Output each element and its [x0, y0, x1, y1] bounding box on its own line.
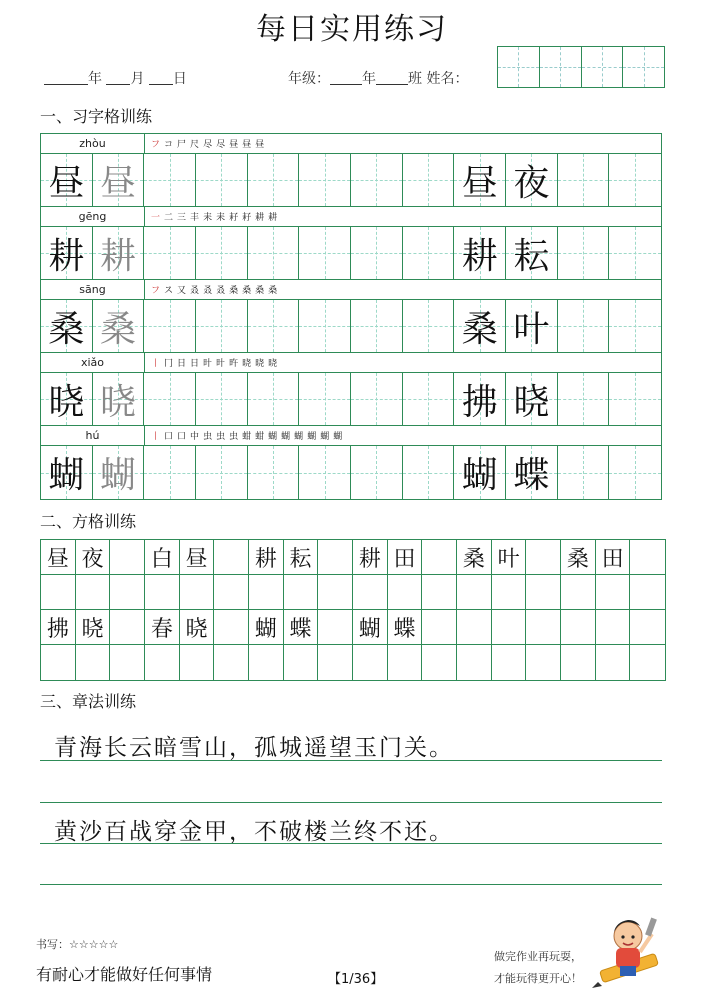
tian-cell[interactable]	[351, 227, 403, 279]
verse-line-1: 青海长云暗雪山，孤城遥望玉门关。	[54, 735, 454, 761]
tian-cell[interactable]	[299, 154, 351, 206]
grade-blank[interactable]	[330, 71, 362, 85]
square-grid	[40, 539, 666, 681]
square-cell[interactable]	[422, 610, 457, 644]
model-char: 耕	[48, 235, 85, 277]
class-line	[288, 68, 468, 88]
month-label: 月	[130, 71, 145, 87]
class-label: 班	[408, 71, 422, 87]
square-cell[interactable]	[457, 575, 492, 609]
stroke-strip	[41, 207, 661, 227]
stroke-order	[145, 134, 661, 153]
stroke-step: 蝴	[320, 432, 330, 442]
tian-cell[interactable]	[248, 154, 300, 206]
tian-cell[interactable]	[351, 446, 403, 499]
stroke-step: 尽	[203, 140, 213, 150]
square-cell[interactable]	[249, 575, 284, 609]
writing-line	[40, 884, 662, 885]
square-cell[interactable]	[422, 645, 457, 680]
model-char: 蝶	[513, 455, 550, 496]
stroke-step: 二	[164, 213, 174, 223]
square-cell[interactable]: 田	[388, 540, 423, 574]
square-cell[interactable]	[110, 645, 145, 680]
stroke-step: 桑	[255, 286, 265, 296]
stroke-step: 耔	[229, 213, 239, 223]
tian-cell[interactable]	[454, 300, 506, 352]
square-cell[interactable]	[214, 575, 249, 609]
stroke-step: 丨	[151, 432, 161, 442]
trace-char: 蝴	[100, 455, 137, 496]
square-cell[interactable]	[561, 645, 596, 680]
square-cell[interactable]	[318, 575, 353, 609]
square-cell[interactable]	[318, 645, 353, 680]
square-cell[interactable]	[180, 645, 215, 680]
tian-cell[interactable]	[93, 300, 145, 352]
tian-cell[interactable]	[403, 300, 455, 352]
stroke-step: 丰	[190, 213, 200, 223]
square-cell[interactable]: 蝴	[249, 610, 284, 644]
stroke-step: フ	[151, 140, 161, 150]
trace-char: 桑	[100, 308, 137, 350]
date-line	[44, 68, 187, 88]
model-char: 桑	[48, 308, 85, 350]
stroke-step: 丨	[151, 359, 161, 369]
square-cell[interactable]: 叶	[492, 540, 527, 574]
stroke-step: 桑	[268, 286, 278, 296]
tian-cell[interactable]	[609, 227, 661, 279]
square-cell[interactable]	[526, 610, 561, 644]
square-cell[interactable]	[145, 575, 180, 609]
tian-cell[interactable]	[609, 373, 661, 425]
section-title-3: 三、章法训练	[40, 692, 137, 711]
pinyin-label: hú	[41, 426, 145, 445]
square-cell[interactable]	[526, 540, 561, 574]
tian-cell[interactable]	[248, 446, 300, 499]
square-cell[interactable]	[561, 575, 596, 609]
stroke-step: 冂	[164, 359, 174, 369]
name-grid[interactable]	[497, 46, 665, 88]
pinyin-label: zhòu	[41, 134, 145, 153]
encouragement-line-1: 做完作业再玩耍，	[494, 950, 582, 963]
tian-cell[interactable]	[93, 154, 145, 206]
stroke-step: 耔	[242, 213, 252, 223]
square-cell[interactable]	[492, 610, 527, 644]
stroke-step: 中	[190, 432, 200, 442]
tian-cell[interactable]	[351, 300, 403, 352]
writing-line	[40, 802, 662, 803]
practice-row	[41, 446, 661, 499]
motto: 有耐心才能做好任何事情	[36, 965, 213, 984]
square-cell[interactable]	[457, 610, 492, 644]
tian-cell[interactable]	[351, 373, 403, 425]
stroke-step: 三	[177, 213, 187, 223]
stroke-order	[145, 207, 661, 226]
square-cell[interactable]	[41, 575, 76, 609]
tian-cell[interactable]	[196, 300, 248, 352]
year-blank[interactable]	[44, 71, 88, 85]
square-cell[interactable]	[422, 540, 457, 574]
square-cell[interactable]	[526, 645, 561, 680]
stroke-strip	[41, 134, 661, 154]
square-cell[interactable]: 耕	[353, 540, 388, 574]
square-cell[interactable]	[353, 645, 388, 680]
stroke-step: 旪	[216, 359, 226, 369]
tian-cell[interactable]	[454, 154, 506, 206]
stroke-step: 叒	[216, 286, 226, 296]
square-cell[interactable]	[110, 575, 145, 609]
stroke-step: ス	[164, 286, 174, 296]
square-cell[interactable]	[214, 610, 249, 644]
rating-stars: 书写：☆☆☆☆☆	[36, 938, 119, 951]
writing-line	[40, 760, 662, 761]
stroke-step: 耕	[268, 213, 278, 223]
stroke-step: 昼	[229, 140, 239, 150]
encouragement	[478, 946, 598, 990]
model-char: 蝴	[48, 455, 85, 496]
tian-cell[interactable]	[93, 227, 145, 279]
square-cell[interactable]	[388, 575, 423, 609]
tian-cell[interactable]	[403, 227, 455, 279]
model-char: 晓	[48, 381, 85, 423]
tian-cell[interactable]	[248, 373, 300, 425]
stroke-step: 蝴	[281, 432, 291, 442]
practice-row	[41, 373, 661, 426]
stroke-step: 日	[190, 359, 200, 369]
square-cell[interactable]	[596, 575, 631, 609]
tian-cell[interactable]	[558, 373, 610, 425]
tian-cell[interactable]	[248, 227, 300, 279]
stroke-step: 桑	[229, 286, 239, 296]
class-blank[interactable]	[376, 71, 408, 85]
square-cell[interactable]	[561, 610, 596, 644]
stroke-step: 叒	[203, 286, 213, 296]
tian-cell[interactable]	[299, 446, 351, 499]
stroke-strip	[41, 353, 661, 373]
grade-year-label: 年	[362, 71, 376, 87]
square-cell[interactable]: 昼	[41, 540, 76, 574]
tian-cell[interactable]	[41, 300, 93, 352]
stroke-step: コ	[164, 140, 174, 150]
tian-cell[interactable]	[144, 446, 196, 499]
pinyin-label: gēng	[41, 207, 145, 226]
square-cell[interactable]	[76, 645, 111, 680]
section-title-2: 二、方格训练	[40, 512, 137, 531]
stroke-step: 蚶	[242, 432, 252, 442]
tian-cell[interactable]	[609, 446, 661, 499]
square-cell[interactable]	[284, 645, 319, 680]
tian-cell[interactable]	[196, 373, 248, 425]
tian-cell[interactable]	[144, 154, 196, 206]
square-cell[interactable]	[318, 540, 353, 574]
square-cell[interactable]	[249, 645, 284, 680]
stroke-step: 尸	[177, 140, 187, 150]
tian-cell[interactable]	[196, 446, 248, 499]
stroke-step: 蚶	[255, 432, 265, 442]
model-char: 耕	[461, 235, 498, 277]
stroke-step: 口	[164, 432, 174, 442]
practice-grid	[40, 133, 662, 500]
tian-cell[interactable]	[506, 373, 558, 425]
boy-pencil-mascot	[592, 910, 662, 995]
square-cell[interactable]	[630, 575, 665, 609]
stroke-step: 口	[177, 432, 187, 442]
tian-cell[interactable]	[144, 300, 196, 352]
square-cell[interactable]	[41, 645, 76, 680]
stroke-step: 晓	[255, 359, 265, 369]
stroke-strip	[41, 280, 661, 300]
tian-cell[interactable]	[41, 227, 93, 279]
square-cell[interactable]: 拂	[41, 610, 76, 644]
stroke-step: 桑	[242, 286, 252, 296]
square-row	[41, 540, 665, 575]
model-char: 蝴	[461, 455, 498, 496]
stroke-order	[145, 426, 661, 445]
square-row	[41, 575, 665, 610]
tian-cell[interactable]	[558, 227, 610, 279]
square-cell[interactable]	[145, 645, 180, 680]
tian-cell[interactable]	[41, 446, 93, 499]
stroke-step: 虫	[216, 432, 226, 442]
tian-cell[interactable]	[248, 300, 300, 352]
model-char: 桑	[461, 308, 498, 350]
trace-char: 耕	[100, 235, 137, 277]
tian-cell[interactable]	[144, 373, 196, 425]
square-cell[interactable]	[596, 645, 631, 680]
tian-cell[interactable]	[609, 154, 661, 206]
tian-cell[interactable]	[144, 227, 196, 279]
square-cell[interactable]: 昼	[180, 540, 215, 574]
stroke-step: 一	[151, 213, 161, 223]
tian-cell[interactable]	[351, 154, 403, 206]
stroke-step: 尺	[190, 140, 200, 150]
stroke-step: 虫	[229, 432, 239, 442]
tian-cell[interactable]	[506, 300, 558, 352]
tian-cell[interactable]	[609, 300, 661, 352]
stroke-order	[145, 353, 661, 372]
trace-char: 昼	[100, 162, 137, 204]
stroke-step: 蝴	[294, 432, 304, 442]
square-cell[interactable]	[630, 610, 665, 644]
tian-cell[interactable]	[403, 446, 455, 499]
trace-char: 晓	[100, 381, 137, 423]
square-cell[interactable]	[214, 645, 249, 680]
tian-cell[interactable]	[558, 446, 610, 499]
square-cell[interactable]	[76, 575, 111, 609]
square-cell[interactable]: 白	[145, 540, 180, 574]
square-cell[interactable]: 蝴	[353, 610, 388, 644]
tian-cell[interactable]	[93, 446, 145, 499]
stroke-step: 旿	[229, 359, 239, 369]
square-cell[interactable]	[110, 540, 145, 574]
practice-row	[41, 227, 661, 280]
tian-cell[interactable]	[454, 227, 506, 279]
stroke-step: 蝴	[268, 432, 278, 442]
square-cell[interactable]	[214, 540, 249, 574]
tian-cell[interactable]	[403, 154, 455, 206]
practice-row	[41, 154, 661, 207]
model-char: 叶	[513, 308, 550, 350]
tian-cell[interactable]	[558, 300, 610, 352]
square-cell[interactable]	[492, 575, 527, 609]
stroke-step: 尽	[216, 140, 226, 150]
stroke-step: 耒	[216, 213, 226, 223]
practice-row	[41, 300, 661, 353]
square-cell[interactable]	[492, 645, 527, 680]
square-cell[interactable]: 蝶	[284, 610, 319, 644]
stroke-step: フ	[151, 286, 161, 296]
tian-cell[interactable]	[403, 373, 455, 425]
square-cell[interactable]	[526, 575, 561, 609]
square-cell[interactable]: 蝶	[388, 610, 423, 644]
tian-cell[interactable]	[196, 227, 248, 279]
tian-cell[interactable]	[454, 446, 506, 499]
model-char: 昼	[48, 162, 85, 204]
tian-cell[interactable]	[299, 300, 351, 352]
stroke-step: 蝴	[333, 432, 343, 442]
tian-cell[interactable]	[196, 154, 248, 206]
stroke-step: 又	[177, 286, 187, 296]
stroke-step: 旪	[203, 359, 213, 369]
square-row	[41, 645, 665, 680]
model-char: 昼	[461, 162, 498, 204]
square-cell[interactable]	[596, 610, 631, 644]
square-cell[interactable]: 耕	[249, 540, 284, 574]
stroke-step: 耕	[255, 213, 265, 223]
square-cell[interactable]	[630, 540, 665, 574]
square-cell[interactable]	[388, 645, 423, 680]
stroke-step: 叒	[190, 286, 200, 296]
grade-label: 年级：	[288, 71, 330, 87]
pinyin-label: xiǎo	[41, 353, 145, 372]
stroke-step: 耒	[203, 213, 213, 223]
square-cell[interactable]: 桑	[561, 540, 596, 574]
stroke-step: 虫	[203, 432, 213, 442]
tian-cell[interactable]	[41, 154, 93, 206]
verse-line-2: 黄沙百战穿金甲，不破楼兰终不还。	[54, 819, 454, 845]
tian-cell[interactable]	[299, 227, 351, 279]
square-cell[interactable]	[422, 575, 457, 609]
square-cell[interactable]	[284, 575, 319, 609]
year-label: 年	[88, 71, 102, 87]
model-char: 拂	[461, 381, 498, 423]
square-cell[interactable]: 桑	[457, 540, 492, 574]
tian-cell[interactable]	[41, 373, 93, 425]
square-row	[41, 610, 665, 645]
name-label: 姓名：	[426, 71, 469, 87]
square-cell[interactable]	[318, 610, 353, 644]
writing-line	[40, 843, 662, 844]
square-cell[interactable]: 田	[596, 540, 631, 574]
square-cell[interactable]	[110, 610, 145, 644]
square-cell[interactable]	[630, 645, 665, 680]
tian-cell[interactable]	[558, 154, 610, 206]
month-blank[interactable]	[106, 71, 130, 85]
tian-cell[interactable]	[506, 227, 558, 279]
stroke-step: 昼	[255, 140, 265, 150]
page-number: 【1/36】	[328, 972, 384, 987]
square-cell[interactable]: 晓	[180, 610, 215, 644]
page-title: 每日实用练习	[256, 12, 448, 47]
stroke-step: 日	[177, 359, 187, 369]
model-char: 夜	[513, 162, 550, 204]
section-title-1: 一、习字格训练	[40, 107, 153, 126]
tian-cell[interactable]	[506, 154, 558, 206]
model-char: 耘	[513, 235, 550, 277]
stroke-step: 蝴	[307, 432, 317, 442]
model-char: 晓	[513, 381, 550, 423]
tian-cell[interactable]	[454, 373, 506, 425]
square-cell[interactable]: 晓	[76, 610, 111, 644]
stroke-strip	[41, 426, 661, 446]
square-cell[interactable]: 春	[145, 610, 180, 644]
square-cell[interactable]	[457, 645, 492, 680]
square-cell[interactable]	[353, 575, 388, 609]
stroke-step: 晓	[242, 359, 252, 369]
day-blank[interactable]	[149, 71, 173, 85]
stroke-step: 昼	[242, 140, 252, 150]
stroke-order	[145, 280, 661, 299]
tian-cell[interactable]	[299, 373, 351, 425]
day-label: 日	[172, 71, 187, 87]
pinyin-label: sāng	[41, 280, 145, 299]
tian-cell[interactable]	[93, 373, 145, 425]
square-cell[interactable]: 夜	[76, 540, 111, 574]
tian-cell[interactable]	[506, 446, 558, 499]
square-cell[interactable]	[180, 575, 215, 609]
encouragement-line-2: 才能玩得更开心！	[494, 972, 582, 985]
stroke-step: 晓	[268, 359, 278, 369]
square-cell[interactable]: 耘	[284, 540, 319, 574]
